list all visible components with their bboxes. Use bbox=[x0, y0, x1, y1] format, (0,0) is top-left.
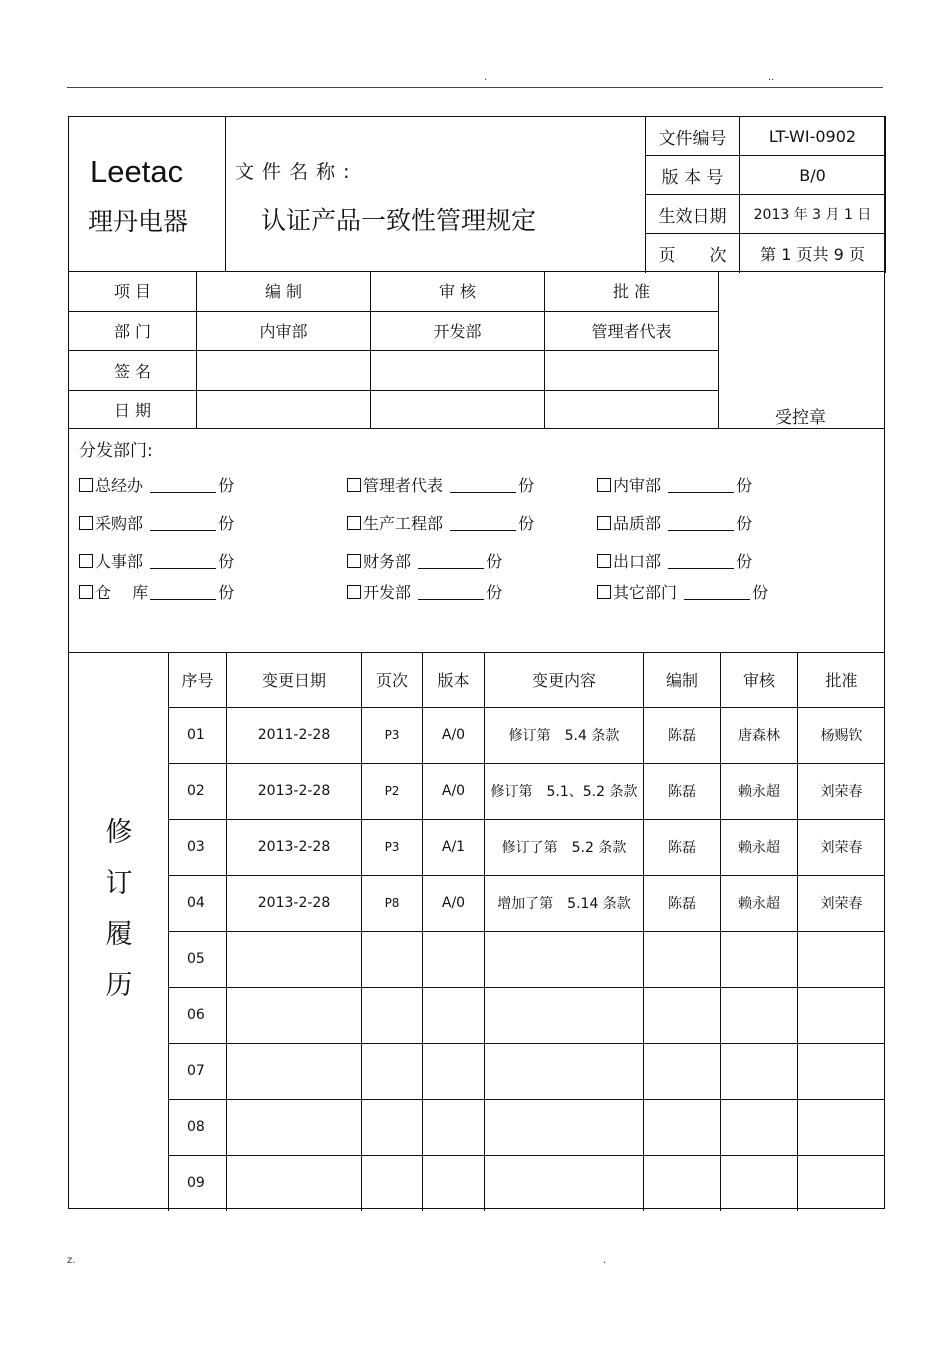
dist-item[interactable]: 仓 库 份 bbox=[79, 580, 234, 603]
revision-cell bbox=[227, 1099, 362, 1155]
checkbox[interactable] bbox=[597, 516, 611, 530]
table-row bbox=[169, 763, 886, 819]
revision-cell: 修订第 5.1、5.2 条款 bbox=[485, 763, 644, 819]
meta-label: 生效日期 bbox=[646, 195, 740, 234]
revision-cell bbox=[423, 1099, 485, 1155]
revision-cell bbox=[485, 1155, 644, 1211]
dist-item[interactable]: 财务部 份 bbox=[347, 549, 502, 572]
top-right-mark: .. bbox=[768, 72, 775, 83]
page-count: 第 1 页共 9 页 bbox=[740, 234, 886, 273]
sign-cell[interactable] bbox=[371, 350, 545, 390]
doc-number: LT-WI-0902 bbox=[740, 117, 886, 156]
revision-cell bbox=[721, 1155, 798, 1211]
revision-header-cell: 变更日期 bbox=[227, 652, 362, 707]
doc-meta-table bbox=[645, 116, 886, 273]
revision-cell: 赖永超 bbox=[721, 875, 798, 931]
revision-cell bbox=[362, 1099, 423, 1155]
row-label-sign: 签 名 bbox=[69, 350, 197, 390]
revision-cell: 增加了第 5.14 条款 bbox=[485, 875, 644, 931]
revision-cell: 修订第 5.4 条款 bbox=[485, 707, 644, 763]
revision-cell bbox=[798, 1099, 886, 1155]
top-center-mark: . bbox=[484, 72, 488, 83]
revision-table bbox=[168, 652, 885, 1211]
revision-cell: 02 bbox=[169, 763, 227, 819]
revision-cell: 赖永超 bbox=[721, 763, 798, 819]
date-cell[interactable] bbox=[197, 390, 371, 429]
revision-header-cell: 页次 bbox=[362, 652, 423, 707]
dist-item[interactable]: 内审部 份 bbox=[597, 473, 752, 496]
revision-cell bbox=[362, 1155, 423, 1211]
revision-header-cell: 版本 bbox=[423, 652, 485, 707]
revision-cell: A/0 bbox=[423, 707, 485, 763]
revision-cell: 陈磊 bbox=[644, 707, 721, 763]
revision-cell: 陈磊 bbox=[644, 875, 721, 931]
row-label-dept: 部 门 bbox=[69, 311, 197, 350]
table-row bbox=[169, 1155, 886, 1211]
revision-cell: 2013-2-28 bbox=[227, 819, 362, 875]
revision-cell bbox=[485, 931, 644, 987]
table-row bbox=[169, 987, 886, 1043]
revision-header-cell: 批准 bbox=[798, 652, 886, 707]
revision-cell bbox=[485, 1043, 644, 1099]
revision-cell: P3 bbox=[362, 707, 423, 763]
revision-cell bbox=[721, 987, 798, 1043]
doc-name-label: 文 件 名 称 : bbox=[235, 161, 351, 183]
revision-cell bbox=[798, 1043, 886, 1099]
revision-cell: 2013-2-28 bbox=[227, 875, 362, 931]
version: B/0 bbox=[740, 156, 886, 195]
checkbox[interactable] bbox=[79, 585, 93, 599]
revision-cell: 唐森林 bbox=[721, 707, 798, 763]
revision-cell bbox=[227, 1155, 362, 1211]
revision-cell bbox=[721, 1043, 798, 1099]
revision-cell bbox=[798, 987, 886, 1043]
revision-cell: 刘荣春 bbox=[798, 875, 886, 931]
table-row bbox=[169, 1043, 886, 1099]
checkbox[interactable] bbox=[597, 478, 611, 492]
revision-cell bbox=[227, 931, 362, 987]
revision-cell: 04 bbox=[169, 875, 227, 931]
revision-cell bbox=[227, 1043, 362, 1099]
revision-cell: A/1 bbox=[423, 819, 485, 875]
revision-cell: P3 bbox=[362, 819, 423, 875]
revision-cell bbox=[644, 1043, 721, 1099]
revision-cell: 06 bbox=[169, 987, 227, 1043]
checkbox[interactable] bbox=[347, 478, 361, 492]
header-rule bbox=[67, 87, 883, 88]
revision-header-cell: 变更内容 bbox=[485, 652, 644, 707]
revision-cell: 05 bbox=[169, 931, 227, 987]
checkbox[interactable] bbox=[347, 516, 361, 530]
role-review: 审 核 bbox=[371, 271, 545, 311]
revision-cell: 03 bbox=[169, 819, 227, 875]
revision-cell bbox=[423, 931, 485, 987]
revision-header-cell: 审核 bbox=[721, 652, 798, 707]
revision-cell bbox=[798, 931, 886, 987]
meta-label: 文件编号 bbox=[646, 117, 740, 156]
revision-cell bbox=[798, 1155, 886, 1211]
revision-cell: P8 bbox=[362, 875, 423, 931]
revision-cell bbox=[423, 1155, 485, 1211]
dist-item[interactable]: 开发部 份 bbox=[347, 580, 502, 603]
revision-cell bbox=[721, 931, 798, 987]
effective-date: 2013 年 3 月 1 日 bbox=[740, 195, 886, 234]
revision-cell bbox=[644, 987, 721, 1043]
revision-cell bbox=[227, 987, 362, 1043]
table-row bbox=[169, 1099, 886, 1155]
revision-cell: A/0 bbox=[423, 875, 485, 931]
sign-cell[interactable] bbox=[545, 350, 719, 390]
row-label-date: 日 期 bbox=[69, 390, 197, 429]
checkbox[interactable] bbox=[597, 554, 611, 568]
sign-cell[interactable] bbox=[197, 350, 371, 390]
revision-header-cell: 编制 bbox=[644, 652, 721, 707]
dist-item[interactable]: 采购部 份 bbox=[79, 511, 234, 534]
header-block bbox=[68, 116, 885, 272]
role-prepare: 编 制 bbox=[197, 271, 371, 311]
revision-cell: 2013-2-28 bbox=[227, 763, 362, 819]
dept-review: 开发部 bbox=[371, 311, 545, 350]
revision-cell bbox=[362, 931, 423, 987]
revision-cell: A/0 bbox=[423, 763, 485, 819]
table-row bbox=[169, 707, 886, 763]
checkbox[interactable] bbox=[347, 554, 361, 568]
revision-cell: 刘荣春 bbox=[798, 819, 886, 875]
revision-cell: 修订了第 5.2 条款 bbox=[485, 819, 644, 875]
checkbox[interactable] bbox=[79, 478, 93, 492]
dist-item[interactable]: 其它部门 份 bbox=[597, 580, 768, 603]
revision-cell bbox=[423, 987, 485, 1043]
revision-cell bbox=[644, 1155, 721, 1211]
dist-item[interactable]: 总经办 份 bbox=[79, 473, 234, 496]
revision-cell bbox=[362, 987, 423, 1043]
date-cell[interactable] bbox=[371, 390, 545, 429]
revision-side-label: 修 订 履 历 bbox=[105, 817, 133, 1001]
dept-prepare: 内审部 bbox=[197, 311, 371, 350]
role-approve: 批 准 bbox=[545, 271, 719, 311]
controlled-stamp-label: 受控章 bbox=[775, 408, 826, 428]
doc-title: 认证产品一致性管理规定 bbox=[261, 206, 537, 235]
meta-label: 版 本 号 bbox=[646, 156, 740, 195]
approval-table bbox=[68, 271, 719, 429]
checkbox[interactable] bbox=[347, 585, 361, 599]
revision-cell: 07 bbox=[169, 1043, 227, 1099]
revision-cell: 陈磊 bbox=[644, 819, 721, 875]
distribution-title: 分发部门: bbox=[79, 441, 153, 461]
revision-header-cell: 序号 bbox=[169, 652, 227, 707]
distribution-block bbox=[68, 428, 885, 653]
revision-cell: 刘荣春 bbox=[798, 763, 886, 819]
revision-cell bbox=[644, 1099, 721, 1155]
dist-item[interactable]: 生产工程部 份 bbox=[347, 511, 534, 534]
revision-cell bbox=[644, 931, 721, 987]
bottom-left-mark: z. bbox=[67, 1255, 76, 1266]
company-name: 理丹电器 bbox=[88, 207, 189, 236]
row-label-item: 项 目 bbox=[69, 271, 197, 311]
date-cell[interactable] bbox=[545, 390, 719, 429]
checkbox[interactable] bbox=[597, 585, 611, 599]
revision-cell bbox=[362, 1043, 423, 1099]
table-row bbox=[169, 819, 886, 875]
table-row bbox=[169, 931, 886, 987]
meta-label: 页 次 bbox=[646, 234, 740, 273]
revision-cell: 赖永超 bbox=[721, 819, 798, 875]
revision-cell: 08 bbox=[169, 1099, 227, 1155]
bottom-center-mark: . bbox=[603, 1255, 607, 1266]
checkbox[interactable] bbox=[79, 554, 93, 568]
revision-cell: P2 bbox=[362, 763, 423, 819]
revision-cell bbox=[485, 1099, 644, 1155]
revision-cell: 09 bbox=[169, 1155, 227, 1211]
dist-item[interactable]: 品质部 份 bbox=[597, 511, 752, 534]
revision-cell bbox=[485, 987, 644, 1043]
revision-cell bbox=[423, 1043, 485, 1099]
revision-block bbox=[68, 652, 885, 1209]
dept-approve: 管理者代表 bbox=[545, 311, 719, 350]
dist-item[interactable]: 出口部 份 bbox=[597, 549, 752, 572]
revision-cell: 2011-2-28 bbox=[227, 707, 362, 763]
table-row bbox=[169, 875, 886, 931]
brand-logo: Leetac bbox=[90, 154, 184, 189]
revision-cell: 杨赐钦 bbox=[798, 707, 886, 763]
checkbox[interactable] bbox=[79, 516, 93, 530]
dist-item[interactable]: 管理者代表 份 bbox=[347, 473, 534, 496]
approval-block bbox=[68, 271, 885, 429]
revision-cell: 陈磊 bbox=[644, 763, 721, 819]
revision-cell: 01 bbox=[169, 707, 227, 763]
logo-cell bbox=[68, 116, 226, 272]
revision-cell bbox=[721, 1099, 798, 1155]
dist-item[interactable]: 人事部 份 bbox=[79, 549, 234, 572]
